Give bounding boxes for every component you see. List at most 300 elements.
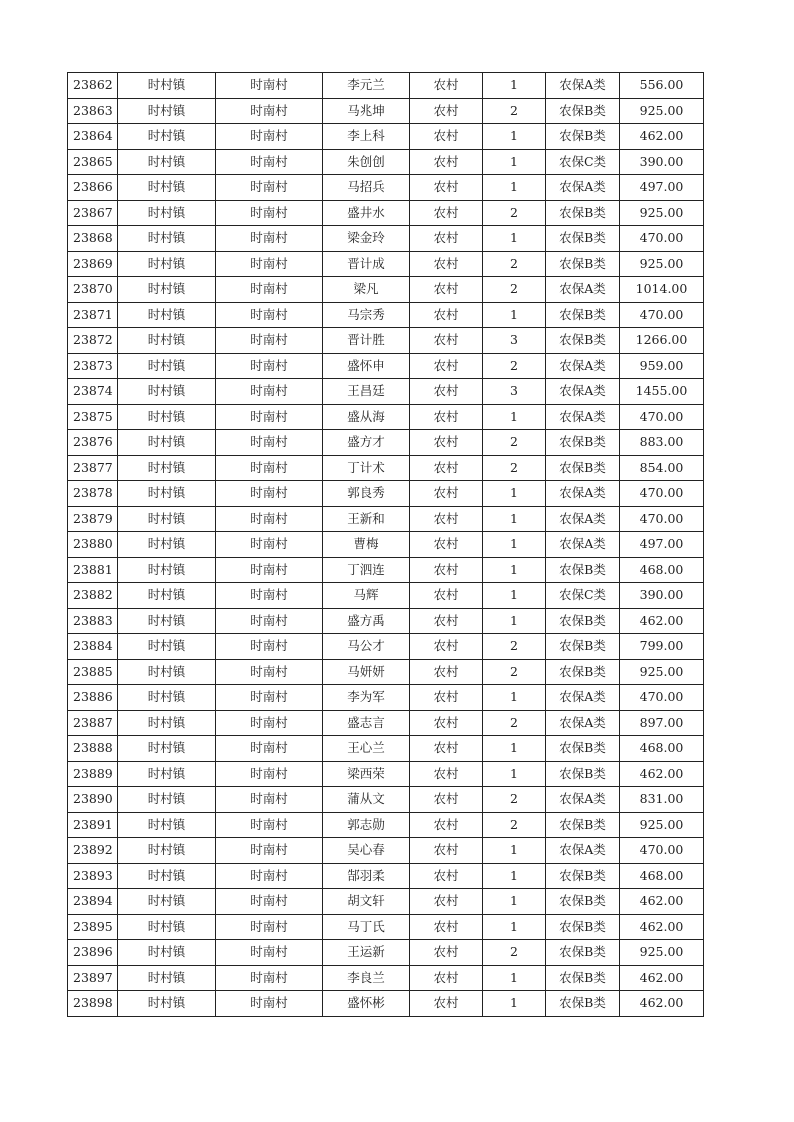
table-row: [68, 914, 704, 940]
persons-count-cell: 2: [483, 787, 546, 813]
table-row: [68, 124, 704, 150]
person-name-cell: 梁西荣: [323, 761, 410, 787]
amount-cell: 462.00: [620, 965, 704, 991]
town-cell: 时村镇: [118, 940, 216, 966]
category-cell: 农保B类: [546, 455, 620, 481]
amount-cell: 470.00: [620, 226, 704, 252]
category-cell: 农保C类: [546, 583, 620, 609]
person-name-cell: 曹梅: [323, 532, 410, 558]
roster-table-body: [68, 73, 704, 1017]
persons-count-cell: 1: [483, 736, 546, 762]
table-row: [68, 863, 704, 889]
household-type-cell: 农村: [410, 914, 483, 940]
persons-count-cell: 1: [483, 175, 546, 201]
record-id-cell: 23897: [68, 965, 118, 991]
village-cell: 时南村: [216, 532, 323, 558]
village-cell: 时南村: [216, 226, 323, 252]
amount-cell: 497.00: [620, 532, 704, 558]
person-name-cell: 李元兰: [323, 73, 410, 99]
category-cell: 农保A类: [546, 787, 620, 813]
amount-cell: 925.00: [620, 251, 704, 277]
persons-count-cell: 1: [483, 914, 546, 940]
record-id-cell: 23862: [68, 73, 118, 99]
village-cell: 时南村: [216, 838, 323, 864]
village-cell: 时南村: [216, 787, 323, 813]
persons-count-cell: 2: [483, 98, 546, 124]
town-cell: 时村镇: [118, 175, 216, 201]
town-cell: 时村镇: [118, 608, 216, 634]
household-type-cell: 农村: [410, 685, 483, 711]
person-name-cell: 马招兵: [323, 175, 410, 201]
amount-cell: 959.00: [620, 353, 704, 379]
persons-count-cell: 2: [483, 659, 546, 685]
persons-count-cell: 1: [483, 149, 546, 175]
amount-cell: 925.00: [620, 98, 704, 124]
record-id-cell: 23871: [68, 302, 118, 328]
village-cell: 时南村: [216, 481, 323, 507]
persons-count-cell: 1: [483, 761, 546, 787]
table-row: [68, 302, 704, 328]
household-type-cell: 农村: [410, 889, 483, 915]
category-cell: 农保A类: [546, 175, 620, 201]
record-id-cell: 23878: [68, 481, 118, 507]
record-id-cell: 23864: [68, 124, 118, 150]
table-row: [68, 200, 704, 226]
category-cell: 农保B类: [546, 98, 620, 124]
household-type-cell: 农村: [410, 710, 483, 736]
persons-count-cell: 1: [483, 889, 546, 915]
household-type-cell: 农村: [410, 73, 483, 99]
record-id-cell: 23863: [68, 98, 118, 124]
village-cell: 时南村: [216, 328, 323, 354]
table-row: [68, 659, 704, 685]
person-name-cell: 马公才: [323, 634, 410, 660]
category-cell: 农保A类: [546, 532, 620, 558]
household-type-cell: 农村: [410, 787, 483, 813]
category-cell: 农保B类: [546, 991, 620, 1017]
amount-cell: 883.00: [620, 430, 704, 456]
persons-count-cell: 2: [483, 634, 546, 660]
village-cell: 时南村: [216, 634, 323, 660]
record-id-cell: 23898: [68, 991, 118, 1017]
amount-cell: 462.00: [620, 124, 704, 150]
category-cell: 农保B类: [546, 251, 620, 277]
amount-cell: 462.00: [620, 914, 704, 940]
amount-cell: 390.00: [620, 149, 704, 175]
category-cell: 农保B类: [546, 328, 620, 354]
category-cell: 农保B类: [546, 634, 620, 660]
person-name-cell: 盛从海: [323, 404, 410, 430]
record-id-cell: 23893: [68, 863, 118, 889]
category-cell: 农保A类: [546, 277, 620, 303]
amount-cell: 390.00: [620, 583, 704, 609]
table-row: [68, 787, 704, 813]
amount-cell: 897.00: [620, 710, 704, 736]
amount-cell: 925.00: [620, 659, 704, 685]
amount-cell: 468.00: [620, 557, 704, 583]
person-name-cell: 王运新: [323, 940, 410, 966]
table-row: [68, 277, 704, 303]
household-type-cell: 农村: [410, 965, 483, 991]
person-name-cell: 盛怀申: [323, 353, 410, 379]
record-id-cell: 23879: [68, 506, 118, 532]
person-name-cell: 盛井水: [323, 200, 410, 226]
household-type-cell: 农村: [410, 200, 483, 226]
person-name-cell: 盛志言: [323, 710, 410, 736]
persons-count-cell: 2: [483, 277, 546, 303]
table-row: [68, 634, 704, 660]
town-cell: 时村镇: [118, 98, 216, 124]
record-id-cell: 23870: [68, 277, 118, 303]
persons-count-cell: 1: [483, 532, 546, 558]
roster-table: [67, 72, 704, 1017]
town-cell: 时村镇: [118, 838, 216, 864]
village-cell: 时南村: [216, 685, 323, 711]
record-id-cell: 23874: [68, 379, 118, 405]
category-cell: 农保A类: [546, 481, 620, 507]
town-cell: 时村镇: [118, 226, 216, 252]
person-name-cell: 蒲从文: [323, 787, 410, 813]
record-id-cell: 23887: [68, 710, 118, 736]
village-cell: 时南村: [216, 430, 323, 456]
table-row: [68, 379, 704, 405]
persons-count-cell: 1: [483, 965, 546, 991]
household-type-cell: 农村: [410, 940, 483, 966]
record-id-cell: 23875: [68, 404, 118, 430]
category-cell: 农保A类: [546, 379, 620, 405]
table-row: [68, 761, 704, 787]
amount-cell: 556.00: [620, 73, 704, 99]
town-cell: 时村镇: [118, 736, 216, 762]
town-cell: 时村镇: [118, 532, 216, 558]
village-cell: 时南村: [216, 175, 323, 201]
category-cell: 农保B类: [546, 889, 620, 915]
category-cell: 农保B类: [546, 736, 620, 762]
person-name-cell: 丁泗连: [323, 557, 410, 583]
record-id-cell: 23892: [68, 838, 118, 864]
record-id-cell: 23890: [68, 787, 118, 813]
town-cell: 时村镇: [118, 863, 216, 889]
category-cell: 农保A类: [546, 838, 620, 864]
table-row: [68, 812, 704, 838]
category-cell: 农保B类: [546, 124, 620, 150]
town-cell: 时村镇: [118, 991, 216, 1017]
household-type-cell: 农村: [410, 149, 483, 175]
persons-count-cell: 2: [483, 455, 546, 481]
record-id-cell: 23885: [68, 659, 118, 685]
village-cell: 时南村: [216, 277, 323, 303]
household-type-cell: 农村: [410, 506, 483, 532]
record-id-cell: 23888: [68, 736, 118, 762]
amount-cell: 470.00: [620, 404, 704, 430]
category-cell: 农保B类: [546, 557, 620, 583]
table-row: [68, 328, 704, 354]
town-cell: 时村镇: [118, 812, 216, 838]
person-name-cell: 丁计术: [323, 455, 410, 481]
village-cell: 时南村: [216, 302, 323, 328]
record-id-cell: 23896: [68, 940, 118, 966]
table-row: [68, 481, 704, 507]
town-cell: 时村镇: [118, 710, 216, 736]
person-name-cell: 梁金玲: [323, 226, 410, 252]
category-cell: 农保B类: [546, 200, 620, 226]
table-row: [68, 251, 704, 277]
person-name-cell: 盛方禹: [323, 608, 410, 634]
person-name-cell: 马妍妍: [323, 659, 410, 685]
persons-count-cell: 1: [483, 557, 546, 583]
person-name-cell: 王昌廷: [323, 379, 410, 405]
amount-cell: 468.00: [620, 736, 704, 762]
amount-cell: 925.00: [620, 812, 704, 838]
table-row: [68, 583, 704, 609]
town-cell: 时村镇: [118, 685, 216, 711]
amount-cell: 470.00: [620, 506, 704, 532]
household-type-cell: 农村: [410, 277, 483, 303]
table-row: [68, 226, 704, 252]
person-name-cell: 李良兰: [323, 965, 410, 991]
record-id-cell: 23883: [68, 608, 118, 634]
persons-count-cell: 1: [483, 404, 546, 430]
category-cell: 农保A类: [546, 685, 620, 711]
record-id-cell: 23872: [68, 328, 118, 354]
table-row: [68, 404, 704, 430]
record-id-cell: 23865: [68, 149, 118, 175]
town-cell: 时村镇: [118, 379, 216, 405]
village-cell: 时南村: [216, 736, 323, 762]
village-cell: 时南村: [216, 455, 323, 481]
category-cell: 农保B类: [546, 608, 620, 634]
town-cell: 时村镇: [118, 277, 216, 303]
table-row: [68, 838, 704, 864]
table-row: [68, 965, 704, 991]
household-type-cell: 农村: [410, 455, 483, 481]
persons-count-cell: 1: [483, 838, 546, 864]
persons-count-cell: 1: [483, 863, 546, 889]
record-id-cell: 23867: [68, 200, 118, 226]
table-row: [68, 991, 704, 1017]
town-cell: 时村镇: [118, 634, 216, 660]
household-type-cell: 农村: [410, 328, 483, 354]
person-name-cell: 马辉: [323, 583, 410, 609]
category-cell: 农保B类: [546, 302, 620, 328]
town-cell: 时村镇: [118, 404, 216, 430]
persons-count-cell: 1: [483, 608, 546, 634]
table-row: [68, 557, 704, 583]
village-cell: 时南村: [216, 200, 323, 226]
amount-cell: 470.00: [620, 481, 704, 507]
persons-count-cell: 1: [483, 991, 546, 1017]
household-type-cell: 农村: [410, 175, 483, 201]
household-type-cell: 农村: [410, 991, 483, 1017]
category-cell: 农保B类: [546, 965, 620, 991]
household-type-cell: 农村: [410, 302, 483, 328]
category-cell: 农保B类: [546, 812, 620, 838]
town-cell: 时村镇: [118, 124, 216, 150]
table-row: [68, 175, 704, 201]
town-cell: 时村镇: [118, 965, 216, 991]
record-id-cell: 23873: [68, 353, 118, 379]
amount-cell: 497.00: [620, 175, 704, 201]
record-id-cell: 23891: [68, 812, 118, 838]
record-id-cell: 23881: [68, 557, 118, 583]
town-cell: 时村镇: [118, 761, 216, 787]
record-id-cell: 23884: [68, 634, 118, 660]
household-type-cell: 农村: [410, 98, 483, 124]
amount-cell: 831.00: [620, 787, 704, 813]
household-type-cell: 农村: [410, 251, 483, 277]
person-name-cell: 梁凡: [323, 277, 410, 303]
person-name-cell: 晋计胜: [323, 328, 410, 354]
village-cell: 时南村: [216, 251, 323, 277]
household-type-cell: 农村: [410, 226, 483, 252]
person-name-cell: 胡文轩: [323, 889, 410, 915]
amount-cell: 462.00: [620, 991, 704, 1017]
town-cell: 时村镇: [118, 506, 216, 532]
amount-cell: 1455.00: [620, 379, 704, 405]
category-cell: 农保A类: [546, 404, 620, 430]
person-name-cell: 马宗秀: [323, 302, 410, 328]
household-type-cell: 农村: [410, 379, 483, 405]
category-cell: 农保A类: [546, 710, 620, 736]
person-name-cell: 朱创创: [323, 149, 410, 175]
town-cell: 时村镇: [118, 481, 216, 507]
amount-cell: 854.00: [620, 455, 704, 481]
record-id-cell: 23877: [68, 455, 118, 481]
town-cell: 时村镇: [118, 302, 216, 328]
person-name-cell: 郭志勋: [323, 812, 410, 838]
persons-count-cell: 1: [483, 506, 546, 532]
persons-count-cell: 3: [483, 328, 546, 354]
record-id-cell: 23876: [68, 430, 118, 456]
town-cell: 时村镇: [118, 455, 216, 481]
village-cell: 时南村: [216, 506, 323, 532]
village-cell: 时南村: [216, 914, 323, 940]
town-cell: 时村镇: [118, 430, 216, 456]
amount-cell: 462.00: [620, 761, 704, 787]
category-cell: 农保A类: [546, 73, 620, 99]
village-cell: 时南村: [216, 73, 323, 99]
record-id-cell: 23866: [68, 175, 118, 201]
amount-cell: 462.00: [620, 608, 704, 634]
person-name-cell: 吴心春: [323, 838, 410, 864]
village-cell: 时南村: [216, 965, 323, 991]
table-row: [68, 889, 704, 915]
persons-count-cell: 1: [483, 685, 546, 711]
category-cell: 农保A类: [546, 353, 620, 379]
household-type-cell: 农村: [410, 124, 483, 150]
person-name-cell: 郭良秀: [323, 481, 410, 507]
town-cell: 时村镇: [118, 914, 216, 940]
persons-count-cell: 2: [483, 353, 546, 379]
village-cell: 时南村: [216, 98, 323, 124]
village-cell: 时南村: [216, 353, 323, 379]
table-row: [68, 430, 704, 456]
town-cell: 时村镇: [118, 583, 216, 609]
household-type-cell: 农村: [410, 634, 483, 660]
household-type-cell: 农村: [410, 659, 483, 685]
household-type-cell: 农村: [410, 583, 483, 609]
person-name-cell: 王心兰: [323, 736, 410, 762]
household-type-cell: 农村: [410, 761, 483, 787]
village-cell: 时南村: [216, 583, 323, 609]
town-cell: 时村镇: [118, 251, 216, 277]
category-cell: 农保A类: [546, 506, 620, 532]
record-id-cell: 23869: [68, 251, 118, 277]
amount-cell: 468.00: [620, 863, 704, 889]
person-name-cell: 李为军: [323, 685, 410, 711]
household-type-cell: 农村: [410, 812, 483, 838]
record-id-cell: 23886: [68, 685, 118, 711]
table-row: [68, 506, 704, 532]
village-cell: 时南村: [216, 608, 323, 634]
village-cell: 时南村: [216, 940, 323, 966]
amount-cell: 470.00: [620, 838, 704, 864]
village-cell: 时南村: [216, 379, 323, 405]
village-cell: 时南村: [216, 124, 323, 150]
persons-count-cell: 1: [483, 124, 546, 150]
category-cell: 农保C类: [546, 149, 620, 175]
record-id-cell: 23868: [68, 226, 118, 252]
person-name-cell: 盛方才: [323, 430, 410, 456]
table-row: [68, 685, 704, 711]
village-cell: 时南村: [216, 557, 323, 583]
amount-cell: 462.00: [620, 889, 704, 915]
amount-cell: 799.00: [620, 634, 704, 660]
category-cell: 农保B类: [546, 863, 620, 889]
household-type-cell: 农村: [410, 404, 483, 430]
village-cell: 时南村: [216, 991, 323, 1017]
household-type-cell: 农村: [410, 608, 483, 634]
table-row: [68, 608, 704, 634]
persons-count-cell: 2: [483, 251, 546, 277]
record-id-cell: 23889: [68, 761, 118, 787]
village-cell: 时南村: [216, 404, 323, 430]
town-cell: 时村镇: [118, 73, 216, 99]
household-type-cell: 农村: [410, 430, 483, 456]
person-name-cell: 李上科: [323, 124, 410, 150]
persons-count-cell: 2: [483, 940, 546, 966]
persons-count-cell: 1: [483, 583, 546, 609]
category-cell: 农保B类: [546, 940, 620, 966]
record-id-cell: 23882: [68, 583, 118, 609]
table-row: [68, 736, 704, 762]
town-cell: 时村镇: [118, 659, 216, 685]
persons-count-cell: 1: [483, 481, 546, 507]
record-id-cell: 23894: [68, 889, 118, 915]
village-cell: 时南村: [216, 761, 323, 787]
category-cell: 农保B类: [546, 226, 620, 252]
amount-cell: 925.00: [620, 200, 704, 226]
table-row: [68, 710, 704, 736]
record-id-cell: 23895: [68, 914, 118, 940]
person-name-cell: 马丁氏: [323, 914, 410, 940]
category-cell: 农保B类: [546, 914, 620, 940]
town-cell: 时村镇: [118, 200, 216, 226]
town-cell: 时村镇: [118, 149, 216, 175]
village-cell: 时南村: [216, 812, 323, 838]
person-name-cell: 王新和: [323, 506, 410, 532]
amount-cell: 470.00: [620, 302, 704, 328]
category-cell: 农保B类: [546, 761, 620, 787]
person-name-cell: 郜羽柔: [323, 863, 410, 889]
village-cell: 时南村: [216, 710, 323, 736]
amount-cell: 470.00: [620, 685, 704, 711]
persons-count-cell: 1: [483, 302, 546, 328]
table-row: [68, 353, 704, 379]
persons-count-cell: 2: [483, 430, 546, 456]
person-name-cell: 盛怀彬: [323, 991, 410, 1017]
household-type-cell: 农村: [410, 838, 483, 864]
